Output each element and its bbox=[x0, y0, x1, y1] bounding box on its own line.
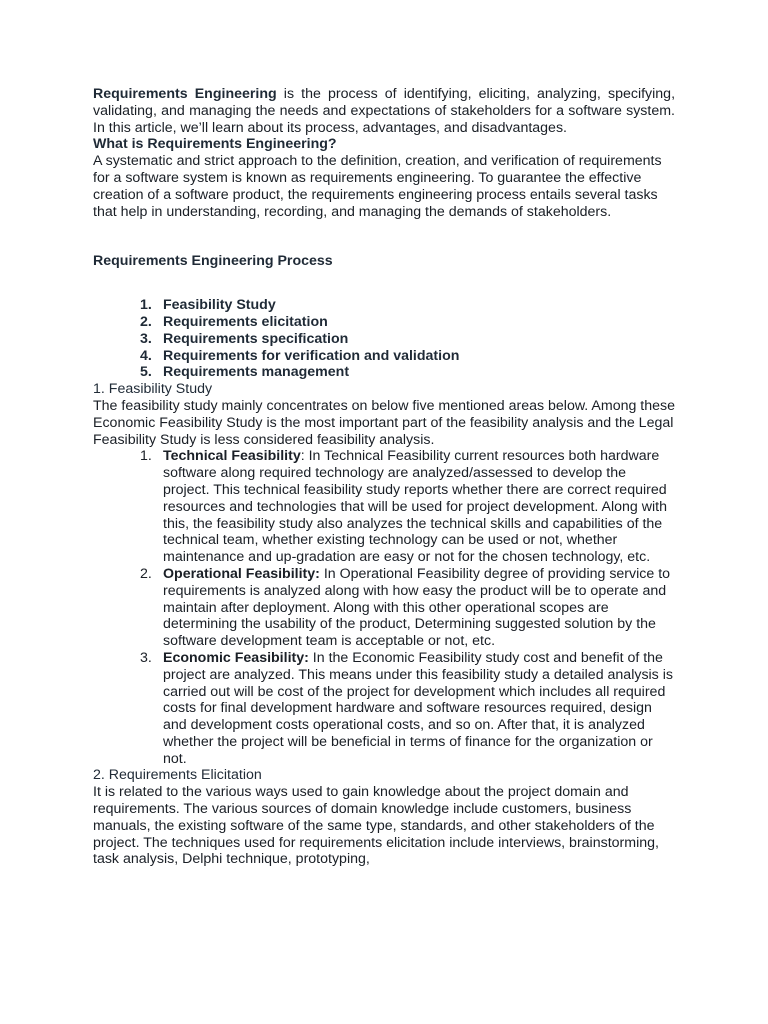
area-term: Economic Feasibility: bbox=[163, 649, 309, 666]
step-number: 2. bbox=[140, 313, 152, 330]
area-term: Technical Feasibility bbox=[163, 448, 301, 465]
area-text: In the Economic Feasibility study cost and benefit of the project are analyzed. This means under this feasibility study a detailed analysis is carried out will be cost of the project for development which includes all required costs for final development hardware and software resources required, design and development costs operational costs, and so on. After that, it is analyzed whether the project will be beneficial in terms of finance for the organization or not. bbox=[163, 649, 673, 767]
area-text: In Operational Feasibility degree of providing service to requirements is analyzed along with how easy the product will be to operate and maintain after deployment. Along with this other operational scopes are determining the usability of the product, Determining suggested solution by the software development team is acceptable or not, etc. bbox=[163, 565, 671, 650]
area-number: 2. bbox=[140, 565, 152, 582]
step-number: 3. bbox=[140, 330, 152, 347]
step-label: Feasibility Study bbox=[163, 297, 276, 314]
area-number: 1. bbox=[140, 448, 152, 465]
process-step bbox=[93, 297, 675, 314]
intro-paragraph bbox=[93, 86, 675, 136]
what-is-heading: What is Requirements Engineering? bbox=[93, 136, 337, 153]
step-number: 5. bbox=[140, 364, 152, 381]
feasibility-area-technical bbox=[93, 448, 675, 566]
feasibility-paragraph: The feasibility study mainly concentrates on below five mentioned areas below. Among these Economic Feasibility Study is the most important part of the feasibility analysis and the Legal Feasibility Study is less considered feasibility analysis. bbox=[93, 397, 676, 448]
document-page bbox=[93, 86, 675, 868]
step-label: Requirements elicitation bbox=[163, 313, 328, 330]
process-step bbox=[93, 348, 675, 365]
elicitation-paragraph: It is related to the various ways used to gain knowledge about the project domain and requirements. The various sources of domain knowledge include customers, business manuals, the existing software of the same type, standards, and other stakeholders of the project. The techniques used for requirements elicitation include interviews, brainstorming, task analysis, Delphi technique, prototyping, bbox=[93, 784, 659, 868]
what-is-paragraph: A systematic and strict approach to the definition, creation, and verification of requirements for a software system is known as requirements engineering. To guarantee the effective creation of a software product, the requirements engineering process entails several tasks that help in understanding, recording, and managing the demands of stakeholders. bbox=[93, 153, 662, 220]
elicitation-heading: 2. Requirements Elicitation bbox=[93, 767, 262, 784]
step-label: Requirements specification bbox=[163, 330, 349, 347]
step-number: 4. bbox=[140, 347, 152, 364]
step-label: Requirements for verification and validation bbox=[163, 347, 460, 364]
process-heading: Requirements Engineering Process bbox=[93, 253, 333, 270]
feasibility-heading: 1. Feasibility Study bbox=[93, 381, 213, 398]
intro-term: Requirements Engineering bbox=[93, 86, 277, 102]
step-label: Requirements management bbox=[163, 364, 350, 381]
process-steps-list bbox=[93, 297, 675, 381]
intro-text: is the process of identifying, eliciting, analyzing, specifying, validating, and managing the needs and expectations of stakeholders for a software system. In this article, we’ll learn about its process, advantages, and disadvantages. bbox=[93, 86, 676, 136]
process-step bbox=[93, 331, 675, 348]
process-step bbox=[93, 314, 675, 331]
area-number: 3. bbox=[140, 649, 152, 666]
process-step bbox=[93, 364, 675, 381]
step-number: 1. bbox=[140, 297, 152, 314]
area-text: : In Technical Feasibility current resources both hardware software along required technology are analyzed/assessed to develop the project. This technical feasibility study reports whether there are correct required resources and technologies that will be used for project development. Along with this, the feasibility study also analyzes the technical skills and capabilities of the technical team, whether existing technology can be used or not, whether maintenance and up-gradation are easy or not for the chosen technology, etc. bbox=[163, 448, 667, 566]
area-term: Operational Feasibility: bbox=[163, 565, 320, 582]
feasibility-area-economic bbox=[93, 650, 675, 768]
feasibility-areas-list bbox=[93, 448, 675, 767]
feasibility-area-operational bbox=[93, 566, 675, 650]
